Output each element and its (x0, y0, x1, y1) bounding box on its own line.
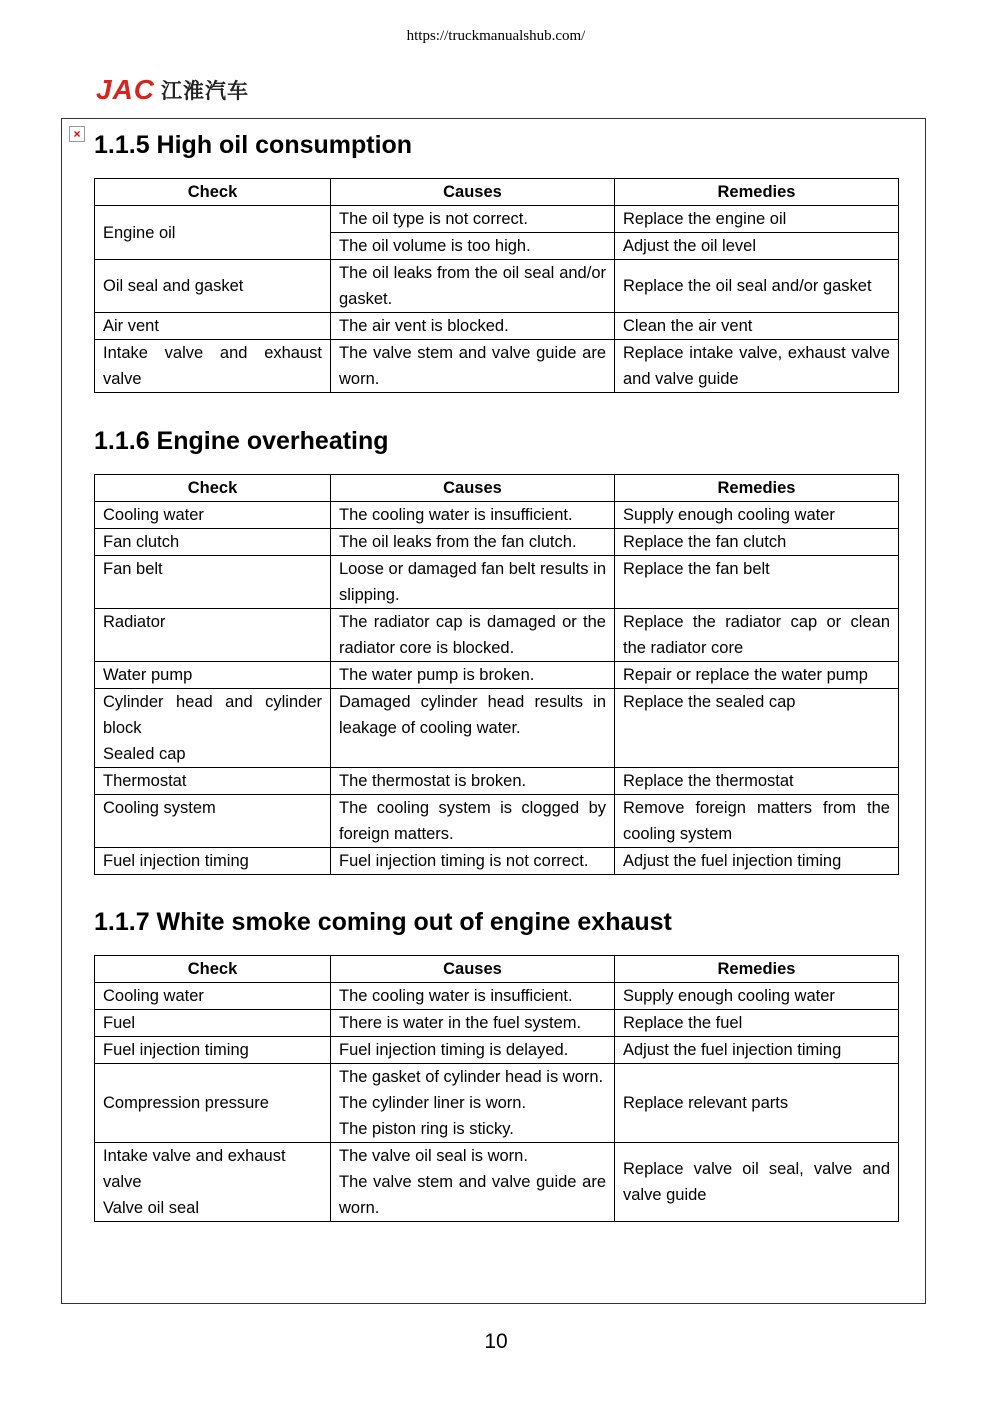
remedy-cell: Remove foreign matters from the cooling system (615, 795, 899, 848)
table-row (95, 689, 899, 768)
cause-cell: Fuel injection timing is not correct. (331, 848, 615, 875)
page-number: 10 (484, 1330, 508, 1353)
remedy-cell: Replace the thermostat (615, 768, 899, 795)
check-cell: Oil seal and gasket (95, 260, 331, 313)
cause-cell: Damaged cylinder head results in leakage of cooling water. (331, 689, 615, 768)
remedy-cell: Replace the radiator cap or clean the radiator core (615, 609, 899, 662)
section-title: 1.1.5 High oil consumption (94, 131, 413, 159)
troubleshooting-table (94, 955, 899, 1222)
header-causes: Causes (331, 956, 615, 983)
check-cell: Cooling water (95, 983, 331, 1010)
remedy-cell: Clean the air vent (615, 313, 899, 340)
section-title: 1.1.6 Engine overheating (94, 427, 389, 455)
cause-cell: The thermostat is broken. (331, 768, 615, 795)
check-cell: Fuel injection timing (95, 848, 331, 875)
check-cell: Cooling system (95, 795, 331, 848)
check-cell: Water pump (95, 662, 331, 689)
cause-line: The piston ring is sticky. (339, 1120, 514, 1138)
remedy-cell: Replace the fan clutch (615, 529, 899, 556)
check-cell: Fan belt (95, 556, 331, 609)
header-remedies: Remedies (615, 179, 899, 206)
table-row (95, 662, 899, 689)
cause-cell (331, 1064, 615, 1143)
section-title: 1.1.7 White smoke coming out of engine exhaust (94, 908, 672, 936)
header-remedies: Remedies (615, 956, 899, 983)
check-cell: Radiator (95, 609, 331, 662)
table-row (95, 1010, 899, 1037)
table-header-row (95, 475, 899, 502)
check-cell: Air vent (95, 313, 331, 340)
table-row (95, 983, 899, 1010)
remedy-cell: Replace the sealed cap (615, 689, 899, 768)
check-cell (95, 689, 331, 768)
table-row (95, 1064, 899, 1143)
table-header-row (95, 956, 899, 983)
check-cell: Intake valve and exhaust valve (95, 340, 331, 393)
cause-line: The gasket of cylinder head is worn. (339, 1068, 604, 1086)
cause-cell: The oil volume is too high. (331, 233, 615, 260)
troubleshooting-table (94, 178, 899, 393)
check-line: Cylinder head and cylinder block (103, 693, 322, 737)
cause-cell: The radiator cap is damaged or the radiator core is blocked. (331, 609, 615, 662)
table-row (95, 529, 899, 556)
header-causes: Causes (331, 475, 615, 502)
table-row (95, 1037, 899, 1064)
table-row (95, 609, 899, 662)
cause-cell: The cooling system is clogged by foreign matters. (331, 795, 615, 848)
remedy-cell: Replace the engine oil (615, 206, 899, 233)
check-cell: Fan clutch (95, 529, 331, 556)
remedy-cell: Replace the fuel (615, 1010, 899, 1037)
remedy-cell: Replace the oil seal and/or gasket (615, 260, 899, 313)
cause-cell: The water pump is broken. (331, 662, 615, 689)
header-causes: Causes (331, 179, 615, 206)
cause-line: The cylinder liner is worn. (339, 1094, 527, 1112)
table-row (95, 502, 899, 529)
check-cell: Thermostat (95, 768, 331, 795)
check-cell: Cooling water (95, 502, 331, 529)
section-engine-overheating (94, 426, 898, 875)
table-row (95, 795, 899, 848)
remedy-cell: Adjust the fuel injection timing (615, 1037, 899, 1064)
table-row (95, 1143, 899, 1222)
jac-logo (96, 74, 249, 106)
cause-cell: The oil leaks from the fan clutch. (331, 529, 615, 556)
cause-line: The valve oil seal is worn. (339, 1147, 528, 1165)
cause-cell: The valve stem and valve guide are worn. (331, 340, 615, 393)
remedy-cell: Repair or replace the water pump (615, 662, 899, 689)
cause-cell: The oil type is not correct. (331, 206, 615, 233)
troubleshooting-table (94, 474, 899, 875)
header-check: Check (95, 475, 331, 502)
broken-image-icon: × (69, 126, 85, 142)
check-cell: Compression pressure (95, 1064, 331, 1143)
header-check: Check (95, 956, 331, 983)
cause-cell: Fuel injection timing is delayed. (331, 1037, 615, 1064)
header-check: Check (95, 179, 331, 206)
source-url[interactable]: https://truckmanualshub.com/ (406, 28, 586, 44)
section-high-oil-consumption (94, 130, 898, 393)
cause-cell (331, 1143, 615, 1222)
header-remedies: Remedies (615, 475, 899, 502)
table-row (95, 340, 899, 393)
check-line: Sealed cap (103, 745, 186, 763)
section-white-smoke (94, 907, 898, 1222)
remedy-cell: Replace intake valve, exhaust valve and valve guide (615, 340, 899, 393)
cause-cell: There is water in the fuel system. (331, 1010, 615, 1037)
table-row (95, 260, 899, 313)
table-row (95, 556, 899, 609)
cause-cell: Loose or damaged fan belt results in slipping. (331, 556, 615, 609)
check-line: Valve oil seal (103, 1199, 199, 1217)
logo-chinese-text: 江淮汽车 (161, 79, 250, 103)
table-header-row (95, 179, 899, 206)
table-row (95, 768, 899, 795)
table-row (95, 848, 899, 875)
cause-cell: The oil leaks from the oil seal and/or gasket. (331, 260, 615, 313)
remedy-cell: Adjust the fuel injection timing (615, 848, 899, 875)
remedy-cell: Replace valve oil seal, valve and valve guide (615, 1143, 899, 1222)
cause-line: The valve stem and valve guide are worn. (339, 1173, 606, 1217)
cause-cell: The cooling water is insufficient. (331, 502, 615, 529)
cause-cell: The cooling water is insufficient. (331, 983, 615, 1010)
remedy-cell: Adjust the oil level (615, 233, 899, 260)
check-cell (95, 1143, 331, 1222)
check-line: Intake valve and exhaust valve (103, 1147, 286, 1191)
remedy-cell: Supply enough cooling water (615, 983, 899, 1010)
remedy-cell: Replace the fan belt (615, 556, 899, 609)
table-row (95, 313, 899, 340)
table-row (95, 206, 899, 233)
check-cell: Fuel (95, 1010, 331, 1037)
check-cell: Fuel injection timing (95, 1037, 331, 1064)
check-cell: Engine oil (95, 206, 331, 260)
remedy-cell: Supply enough cooling water (615, 502, 899, 529)
logo-jac-text: JAC (96, 74, 156, 105)
remedy-cell: Replace relevant parts (615, 1064, 899, 1143)
cause-cell: The air vent is blocked. (331, 313, 615, 340)
